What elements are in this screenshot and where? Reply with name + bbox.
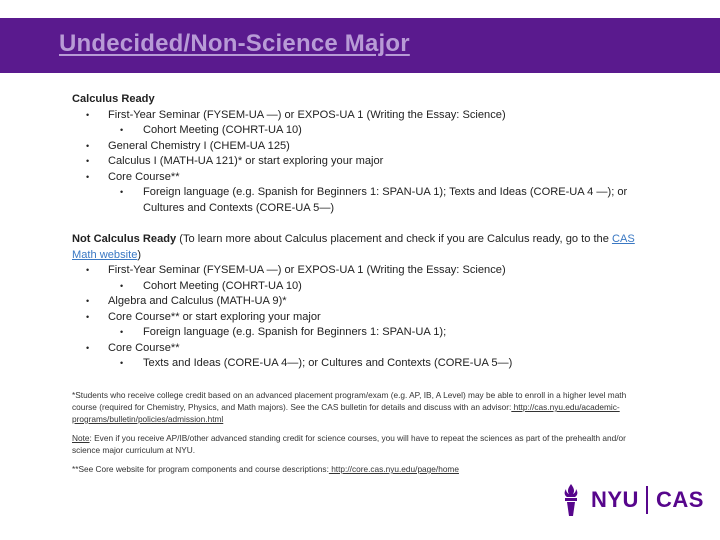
bullet-icon: •: [86, 311, 90, 322]
bullet-icon: •: [120, 358, 124, 368]
list-item: • Calculus I (MATH-UA 121)* or start exploring your major: [72, 154, 662, 170]
top-band: [0, 0, 720, 12]
not-calculus-ready-heading: Not Calculus Ready: [72, 233, 177, 245]
list-item: • Cohort Meeting (COHRT-UA 10): [72, 123, 662, 139]
core-footnote: **See Core website for program components and course descriptions: http://core.cas.nyu.edu/page/home: [72, 464, 459, 474]
list-item: • General Chemistry I (CHEM-UA 125): [72, 139, 662, 155]
bullet-icon: •: [86, 171, 90, 182]
torch-icon: [560, 483, 582, 517]
list-item: • Core Course**: [72, 170, 662, 186]
list-item: • Algebra and Calculus (MATH-UA 9)*: [72, 294, 662, 310]
list-item: • Foreign language (e.g. Spanish for Beginners 1: SPAN-UA 1);: [72, 325, 662, 341]
footnotes: [72, 389, 652, 482]
page-title: Undecided/Non-Science Major: [59, 30, 410, 57]
course-content: [72, 92, 662, 372]
list-item: • Cohort Meeting (COHRT-UA 10): [72, 279, 662, 295]
bullet-icon: •: [86, 109, 90, 120]
cas-bulletin-link[interactable]: http://cas.nyu.edu/academic-programs/bulletin/policies/admission.html: [72, 402, 620, 424]
bullet-icon: •: [120, 280, 124, 291]
list-item: • Texts and Ideas (CORE-UA 4—); or Cultures and Contexts (CORE-UA 5—): [72, 356, 662, 372]
bullet-icon: •: [120, 327, 124, 337]
bullet-icon: •: [86, 342, 90, 353]
not-calculus-ready-intro: Not Calculus Ready (To learn more about Calculus placement and check if you are Calculus ready, go to the CAS Math website): [72, 233, 635, 261]
list-item: • First-Year Seminar (FYSEM-UA —) or EXPOS-UA 1 (Writing the Essay: Science): [72, 108, 662, 124]
list-item: • Core Course**: [72, 341, 662, 357]
logo-divider: [646, 486, 648, 514]
list-item: • Core Course** or start exploring your major: [72, 310, 662, 326]
bullet-icon: •: [120, 187, 124, 197]
science-footnote: Note: Even if you receive AP/IB/other advanced standing credit for science courses, you will have to repeat the sciences as part of the prehealth and/or science major curriculum at NYU.: [72, 433, 626, 455]
bullet-icon: •: [86, 156, 90, 166]
nyu-cas-logo: [560, 481, 704, 519]
core-website-link[interactable]: http://core.cas.nyu.edu/page/home: [328, 464, 459, 474]
list-item: • First-Year Seminar (FYSEM-UA —) or EXPOS-UA 1 (Writing the Essay: Science): [72, 263, 662, 279]
bullet-icon: •: [120, 125, 124, 135]
calculus-ready-heading: Calculus Ready: [72, 93, 155, 105]
nyu-logo-text: NYU: [591, 487, 639, 512]
cas-math-website-link[interactable]: CAS Math website: [72, 233, 635, 261]
ap-footnote: *Students who receive college credit based on an advanced placement program/exam (e.g. AP, IB, A Level) may be able to enroll in a higher level math course (required for Chemistry, Physics, and Math majors). See the CAS bulletin for details and discuss with an advisor: http://cas.nyu.edu/academic-programs/bulletin/policies/admission.html: [72, 390, 627, 424]
cas-logo-text: CAS: [655, 487, 704, 512]
list-item: • Foreign language (e.g. Spanish for Beginners 1: SPAN-UA 1); Texts and Ideas (CORE-UA 4 —); or Cultures and Contexts (CORE-UA 5—): [120, 186, 628, 214]
bullet-icon: •: [86, 140, 90, 151]
bullet-icon: •: [86, 265, 90, 275]
bullet-icon: •: [86, 296, 90, 306]
